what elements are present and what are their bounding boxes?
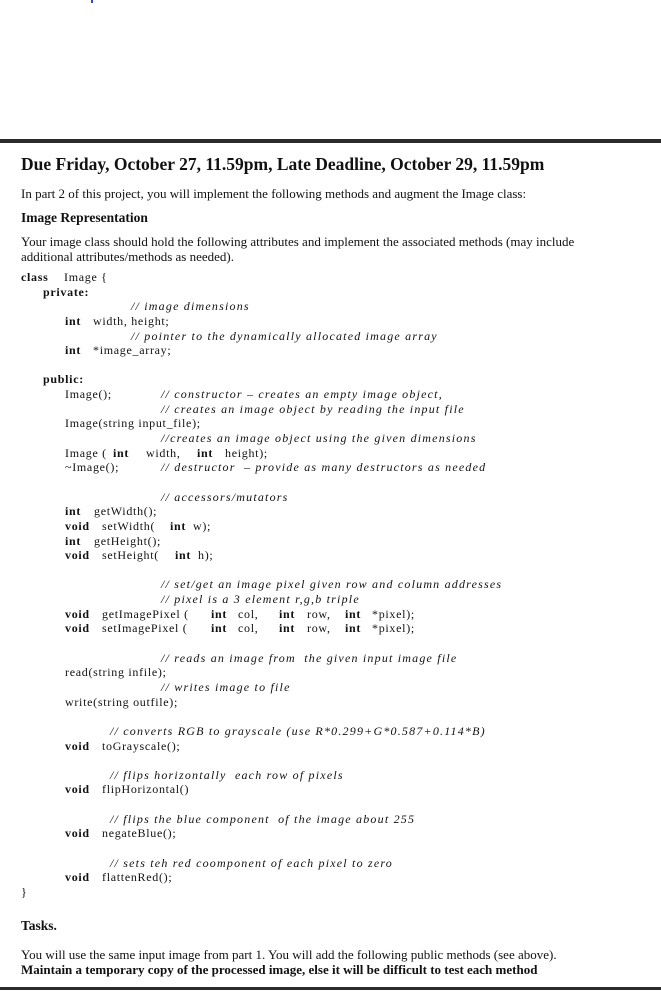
tasks-paragraph: You will use the same input image from part 1. You will add the following public methods (see above). <box>21 947 557 962</box>
section-title: Image Representation <box>21 210 148 225</box>
tasks-title: Tasks. <box>21 918 57 933</box>
section-paragraph-line-2: additional attributes/methods as needed). <box>21 249 234 264</box>
section-paragraph-line-1: Your image class should hold the following attributes and implement the associated methods (may include <box>21 234 575 249</box>
bottom-divider <box>0 987 661 990</box>
top-divider <box>0 139 661 143</box>
due-date-heading: Due Friday, October 27, 11.59pm, Late Deadline, October 29, 11.59pm <box>21 154 545 174</box>
cursor-dot <box>91 0 93 3</box>
tasks-bold-note: Maintain a temporary copy of the processed image, else it will be difficult to test each method <box>21 962 538 977</box>
intro-paragraph: In part 2 of this project, you will implement the following methods and augment the Image class: <box>21 186 527 201</box>
